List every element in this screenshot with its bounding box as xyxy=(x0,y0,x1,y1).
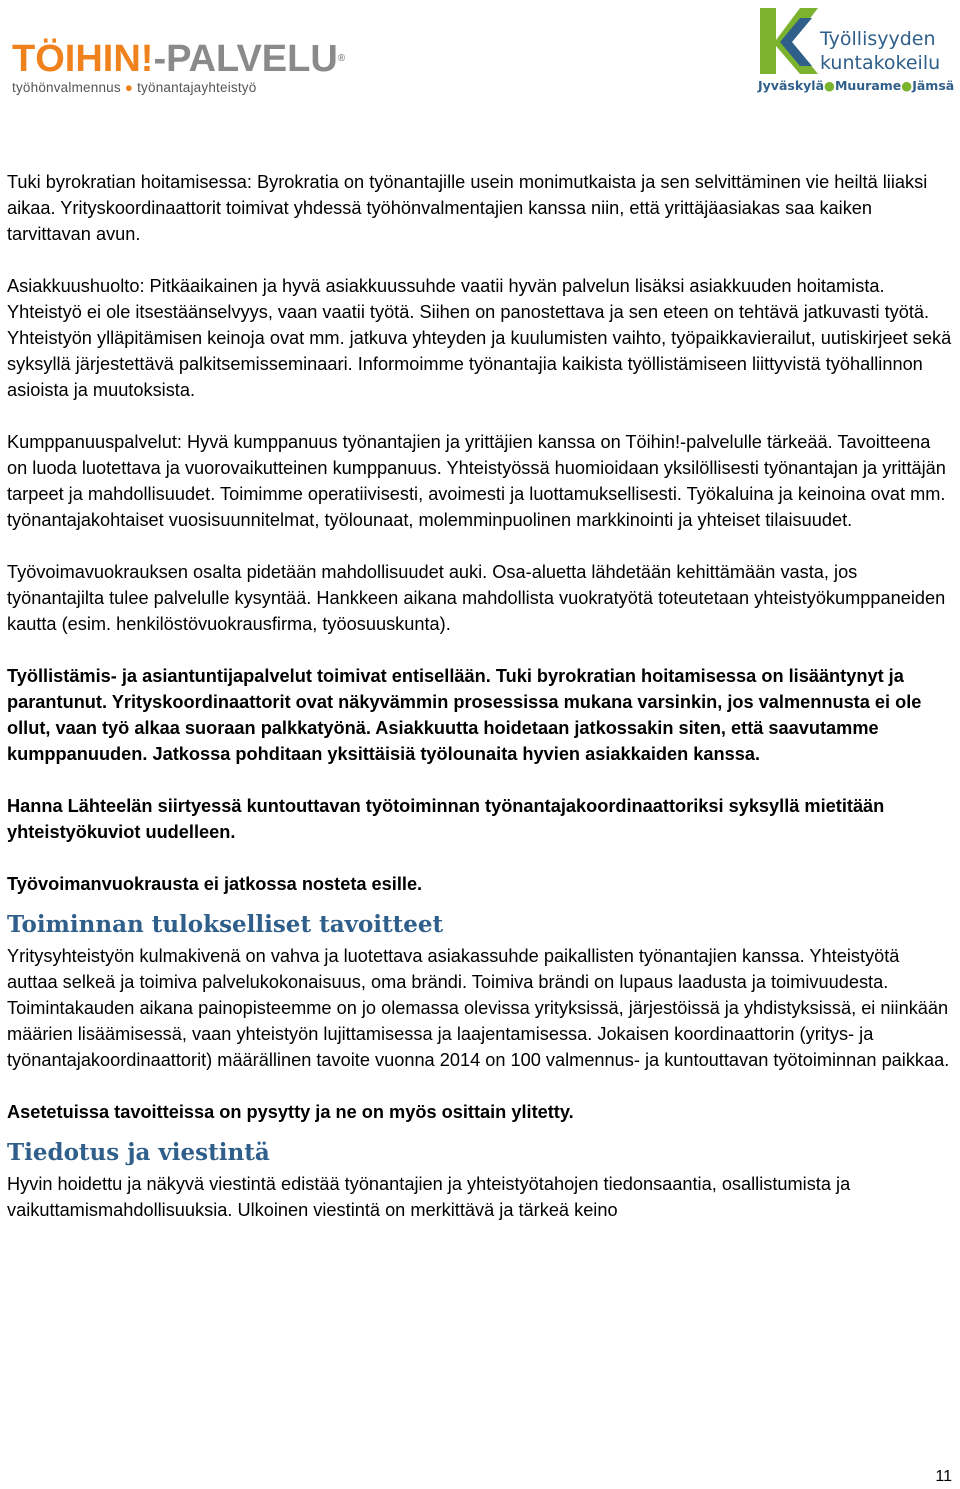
bold-paragraph-tyollistamis: Työllistämis- ja asiantuntijapalvelut toimivat entisellään. Tuki byrokratian hoitamisessa on lisääntynyt ja parantunut. Yrityskoordinaattorit ovat näkyvämmin prosessissa mukana varsinkin, jos valmennusta ei ole ollut, vaan työ alkaa suoraan palkkatyönä. Asiakkuutta hoidetaan jatkossakin siten, että saavutamme kumppanuuden. Jatkossa pohditaan yksittäisiä työlounaita hyvien asiakkaiden kanssa. xyxy=(7,666,922,764)
bold-paragraph-asetetuissa: Asetetuissa tavoitteissa on pysytty ja ne on myös osittain ylitetty. xyxy=(7,1102,574,1122)
section-heading-tavoitteet: Toiminnan tulokselliset tavoitteet xyxy=(7,911,444,938)
city-3: Jämsä xyxy=(912,78,955,93)
bold-paragraph-tyovoimanvuokrausta: Työvoimanvuokrausta ei jatkossa nosteta esille. xyxy=(7,874,423,894)
logo-wordmark xyxy=(12,38,346,80)
registered-mark: ® xyxy=(337,53,346,64)
tagline-separator: ● xyxy=(124,80,134,95)
city-separator-1: ● xyxy=(824,78,835,93)
logo-line-1: Työllisyyden xyxy=(820,28,936,50)
tyollisyyden-kuntakokeilu-logo xyxy=(756,6,956,96)
toihin-palvelu-logo xyxy=(12,38,346,110)
page-number: 11 xyxy=(935,1468,952,1485)
tagline-part-1: työhönvalmennus xyxy=(12,80,121,95)
page-header xyxy=(0,0,960,120)
paragraph-kumppanuuspalvelut: Kumppanuuspalvelut: Hyvä kumppanuus työnantajien ja yrittäjien kanssa on Töihin!-palvelulle tärkeää. Tavoitteena on luoda luotettava ja vuorovaikutteinen kumppanuus. Yhteistyössä huomioidaan yksilöllisesti työnantajan ja yrittäjän tarpeet ja mahdollisuudet. Toimimme operatiivisesti, avoimesti ja luottamuksellisesti. Työkaluina ja keinoina ovat mm. työnantajakohtaiset vuosisuunnitelmat, työlounaat, molemminpuolinen markkinointi ja yhteiset tilaisuudet. xyxy=(7,432,946,530)
paragraph-tyovoimavuokraus: Työvoimavuokrauksen osalta pidetään mahdollisuudet auki. Osa-aluetta lähdetään kehittämään vasta, jos työnantajilta tulee palvelulle kysyntää. Hankkeen aikana mahdollista vuokratyötä toteutetaan yhteistyökumppaneiden kautta (esim. henkilöstövuokrausfirma, työosuuskunta). xyxy=(7,562,946,634)
document-body xyxy=(7,169,953,1249)
city-separator-2: ● xyxy=(901,78,913,93)
tagline-part-2: työnantajayhteistyö xyxy=(137,80,257,95)
logo-cities xyxy=(758,78,954,93)
logo-part-toihin: TÖIHIN! xyxy=(12,38,154,80)
city-2: Muurame xyxy=(834,78,902,93)
logo-tagline xyxy=(12,80,322,95)
logo-line-2: kuntakokeilu xyxy=(820,52,941,74)
bold-paragraph-hanna: Hanna Lähteelän siirtyessä kuntouttavan työtoiminnan työnantajakoordinaattoriksi syksyllä mietitään yhteistyökuviot uudelleen. xyxy=(7,796,885,842)
section-heading-tiedotus: Tiedotus ja viestintä xyxy=(7,1139,270,1166)
logo-part-palvelu: -PALVELU xyxy=(153,38,338,80)
paragraph-asiakkuushuolto: Asiakkuushuolto: Pitkäaikainen ja hyvä asiakkuussuhde vaatii hyvän palvelun lisäksi asiakkuuden hoitamista. Yhteistyö ei ole itsestäänselvyys, vaan vaatii työtä. Siihen on panostettava ja sen eteen on tehtävä jatkuvasti työtä. Yhteistyön ylläpitämisen keinoja ovat mm. jatkuva yhteyden ja kuulumisten vaihto, työpaikkavierailut, uutiskirjeet sekä syksyllä järjestettävä palkitsemisseminaari. Informoimme työnantajia kaikista työllistämiseen liittyvistä työhallinnon asioista ja muutoksista. xyxy=(7,276,952,400)
paragraph-viestinta: Hyvin hoidettu ja näkyvä viestintä edistää työnantajien ja yhteistyötahojen tiedonsaantia, osallistumista ja vaikuttamismahdollisuuksia. Ulkoinen viestintä on merkittävä ja tärkeä keino xyxy=(7,1174,851,1220)
paragraph-yritysyhteistyo: Yritysyhteistyön kulmakivenä on vahva ja luotettava asiakassuhde paikallisten työnantajien kanssa. Yhteistyötä auttaa selkeä ja toimiva palvelukokonaisuus, oma brändi. Toimiva brändi on lupaus laadusta ja toimivuudesta. Toimintakauden aikana painopisteemme on jo olemassa olevissa yrityksissä, järjestöissä ja yhdistyksissä, ei niinkään määrien lisäämisessä, vaan yhteistyön lujittamisessa ja laajentamisessa. Jokaisen koordinaattorin (yritys- ja työnantajakoordinaattorit) määrällinen tavoite vuonna 2014 on 100 valmennus- ja kuntouttavan työtoiminnan paikkaa. xyxy=(7,946,950,1070)
paragraph-tuki-byrokratian: Tuki byrokratian hoitamisessa: Byrokratia on työnantajille usein monimutkaista ja sen selvittäminen vie heiltä liiaksi aikaa. Yrityskoordinaattorit toimivat yhdessä työhönvalmentajien kanssa niin, että yrittäjäasiakas saa kaiken tarvittavan avun. xyxy=(7,172,928,244)
kuntakokeilu-emblem-icon xyxy=(756,6,820,76)
city-1: Jyväskylä xyxy=(758,78,825,93)
